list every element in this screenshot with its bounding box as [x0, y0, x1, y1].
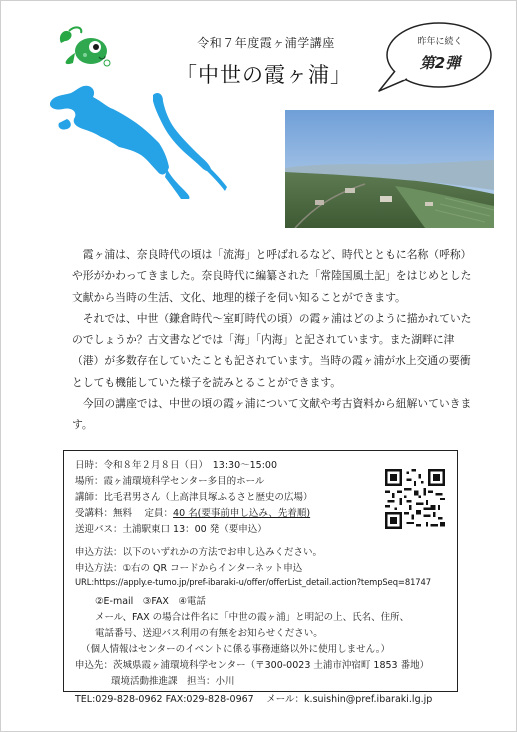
fish-mascot-icon	[55, 23, 115, 71]
fee-label: 受講料：無料 定員：	[75, 508, 174, 519]
page-title: 「中世の霞ヶ浦」	[176, 63, 352, 87]
contact-address: 申込先：茨城県霞ヶ浦環境科学センター（〒300-0023 土浦市沖宿町 1853 番地）	[75, 660, 430, 671]
privacy-note: （個人情報はセンターのイベントに係る事務連絡以外に使用しません。）	[81, 644, 390, 655]
event-fee	[75, 505, 310, 519]
capacity-note: 40 名(要事前申し込み、先着順)	[173, 508, 311, 519]
intro-paragraph-3: 今回の講座では、中世の頃の霞ヶ浦について文献や考古資料から紐解いていきます。	[72, 397, 472, 432]
event-place: 場所：霞ヶ浦環境科学センター多目的ホール	[75, 476, 265, 487]
intro-paragraph-1: 霞ヶ浦は、奈良時代の頃は「流海」と呼ばれるなど、時代とともに名称（呼称）や形がかわってきました。奈良時代に編纂された「常陸国風土記」をはじめとした文献から当時の生活、文化、地理的様子を伺い知ることができます。	[72, 248, 472, 304]
qr-code[interactable]	[385, 469, 445, 529]
contact-department: 環境活動推進課 担当：小川	[111, 676, 235, 687]
event-bus: 送迎バス：土浦駅東口 13：00 発（要申込）	[75, 524, 267, 535]
series-subtitle: 令和７年度霞ヶ浦学講座	[197, 36, 335, 50]
apply-url-link[interactable]: URL:https://apply.e-tumo.jp/pref-ibaraki-u/offer/offerList_detail.action?tempSeq=81747	[75, 577, 431, 587]
apply-intro: 申込方法：以下のいずれかの方法でお申し込みください。	[75, 547, 323, 558]
event-date: 日時：令和８年２月８日（日） 13:30～15:00	[75, 460, 278, 471]
aerial-photo	[285, 110, 494, 228]
event-lecturer: 講師：比毛君男さん（上高津貝塚ふるさと歴史の広場）	[75, 492, 313, 503]
apply-note-line1: メール、FAX の場合は件名に「中世の霞ヶ浦」と明記の上、氏名、住所、	[95, 612, 410, 623]
apply-methods-other: ②E-mail ③FAX ④電話	[95, 596, 206, 607]
badge-subtext: 昨年に続く	[417, 37, 463, 47]
kasumigaura-lake-map	[41, 79, 236, 199]
intro-paragraph-2: それでは、中世（鎌倉時代～室町時代の頃）の霞ヶ浦はどのように描かれていたのでしょうか？古文書などでは「海」「内海」と記されています。また湖畔に津（港）が多数存在していたことも記されています。当時の霞ヶ浦が水上交通の要衝としても機能していた様子を読みとることができます。	[72, 311, 472, 389]
contact-phone-email[interactable]: TEL:029-828-0962 FAX:029-828-0967 メール：k.suishin@pref.ibaraki.lg.jp	[75, 694, 433, 705]
badge-series-number: 第2弾	[419, 54, 461, 72]
apply-method-qr: 申込方法：①右の QR コードからインターネット申込	[75, 563, 303, 574]
apply-note-line2: 電話番号、送迎バス利用の有無をお知らせください。	[95, 628, 323, 639]
intro-text	[72, 244, 472, 436]
